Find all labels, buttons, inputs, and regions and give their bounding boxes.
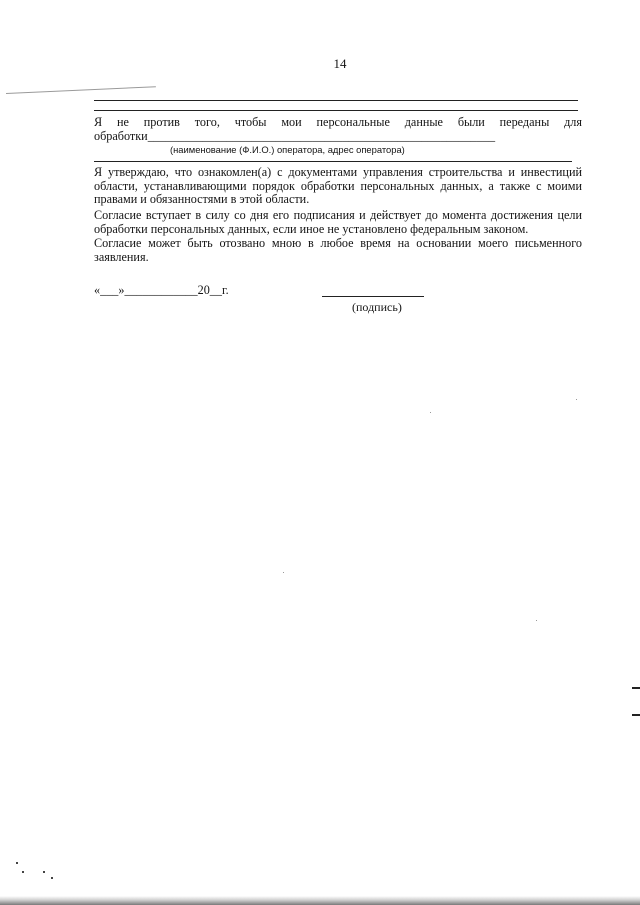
- consent-word: Я: [94, 115, 103, 129]
- consent-transfer-paragraph: [94, 116, 582, 143]
- blank-fill-line-1: [94, 100, 578, 101]
- scan-artifact-line: [6, 86, 156, 94]
- consent-transfer-line-2: обработки_________________________________________________________: [94, 129, 496, 143]
- scan-speck: [22, 871, 24, 873]
- scan-speck: [43, 871, 45, 873]
- consent-word: мои: [281, 115, 302, 129]
- scan-speck: [51, 877, 53, 879]
- page-number: 14: [333, 56, 347, 71]
- acknowledgement-paragraph: Я утверждаю, что ознакомлен(а) с документами управления строительства и инвестиций области, устанавливающими порядок обработки персональных данных, а также с моими правами и обязанностями в этой области.: [94, 165, 582, 207]
- signature-line: [322, 296, 424, 297]
- scan-speck: [536, 620, 537, 621]
- signature-caption: (подпись): [352, 300, 402, 314]
- scan-speck: [576, 399, 577, 400]
- consent-transfer-line-1: [94, 116, 582, 130]
- consent-word: не: [116, 115, 129, 129]
- consent-validity-paragraph: Согласие вступает в силу со дня его подписания и действует до момента достижения цели обработки персональных данных, если иное не установлено федеральным законом.: [94, 208, 582, 236]
- consent-word: персональные: [316, 115, 390, 129]
- consent-word: переданы: [499, 115, 550, 129]
- consent-revocation-paragraph: Согласие может быть отозвано мною в любое время на основании моего письменного заявления.: [94, 236, 582, 264]
- consent-word: данные: [404, 115, 443, 129]
- consent-word: против: [143, 115, 180, 129]
- blank-fill-line-3: [94, 161, 572, 162]
- consent-word: для: [564, 115, 582, 129]
- scan-bottom-edge: [0, 896, 640, 905]
- date-line: «___»____________20__г.: [94, 283, 229, 297]
- consent-word: были: [457, 115, 485, 129]
- blank-fill-line-2: [94, 110, 578, 111]
- scan-speck: [16, 862, 18, 864]
- operator-caption: (наименование (Ф.И.О.) оператора, адрес оператора): [170, 144, 405, 155]
- scan-edge-mark: [632, 687, 640, 689]
- consent-word: чтобы: [234, 115, 267, 129]
- scan-speck: [430, 412, 431, 413]
- scan-speck: [283, 572, 284, 573]
- consent-word: того,: [194, 115, 220, 129]
- scan-edge-mark: [632, 714, 640, 716]
